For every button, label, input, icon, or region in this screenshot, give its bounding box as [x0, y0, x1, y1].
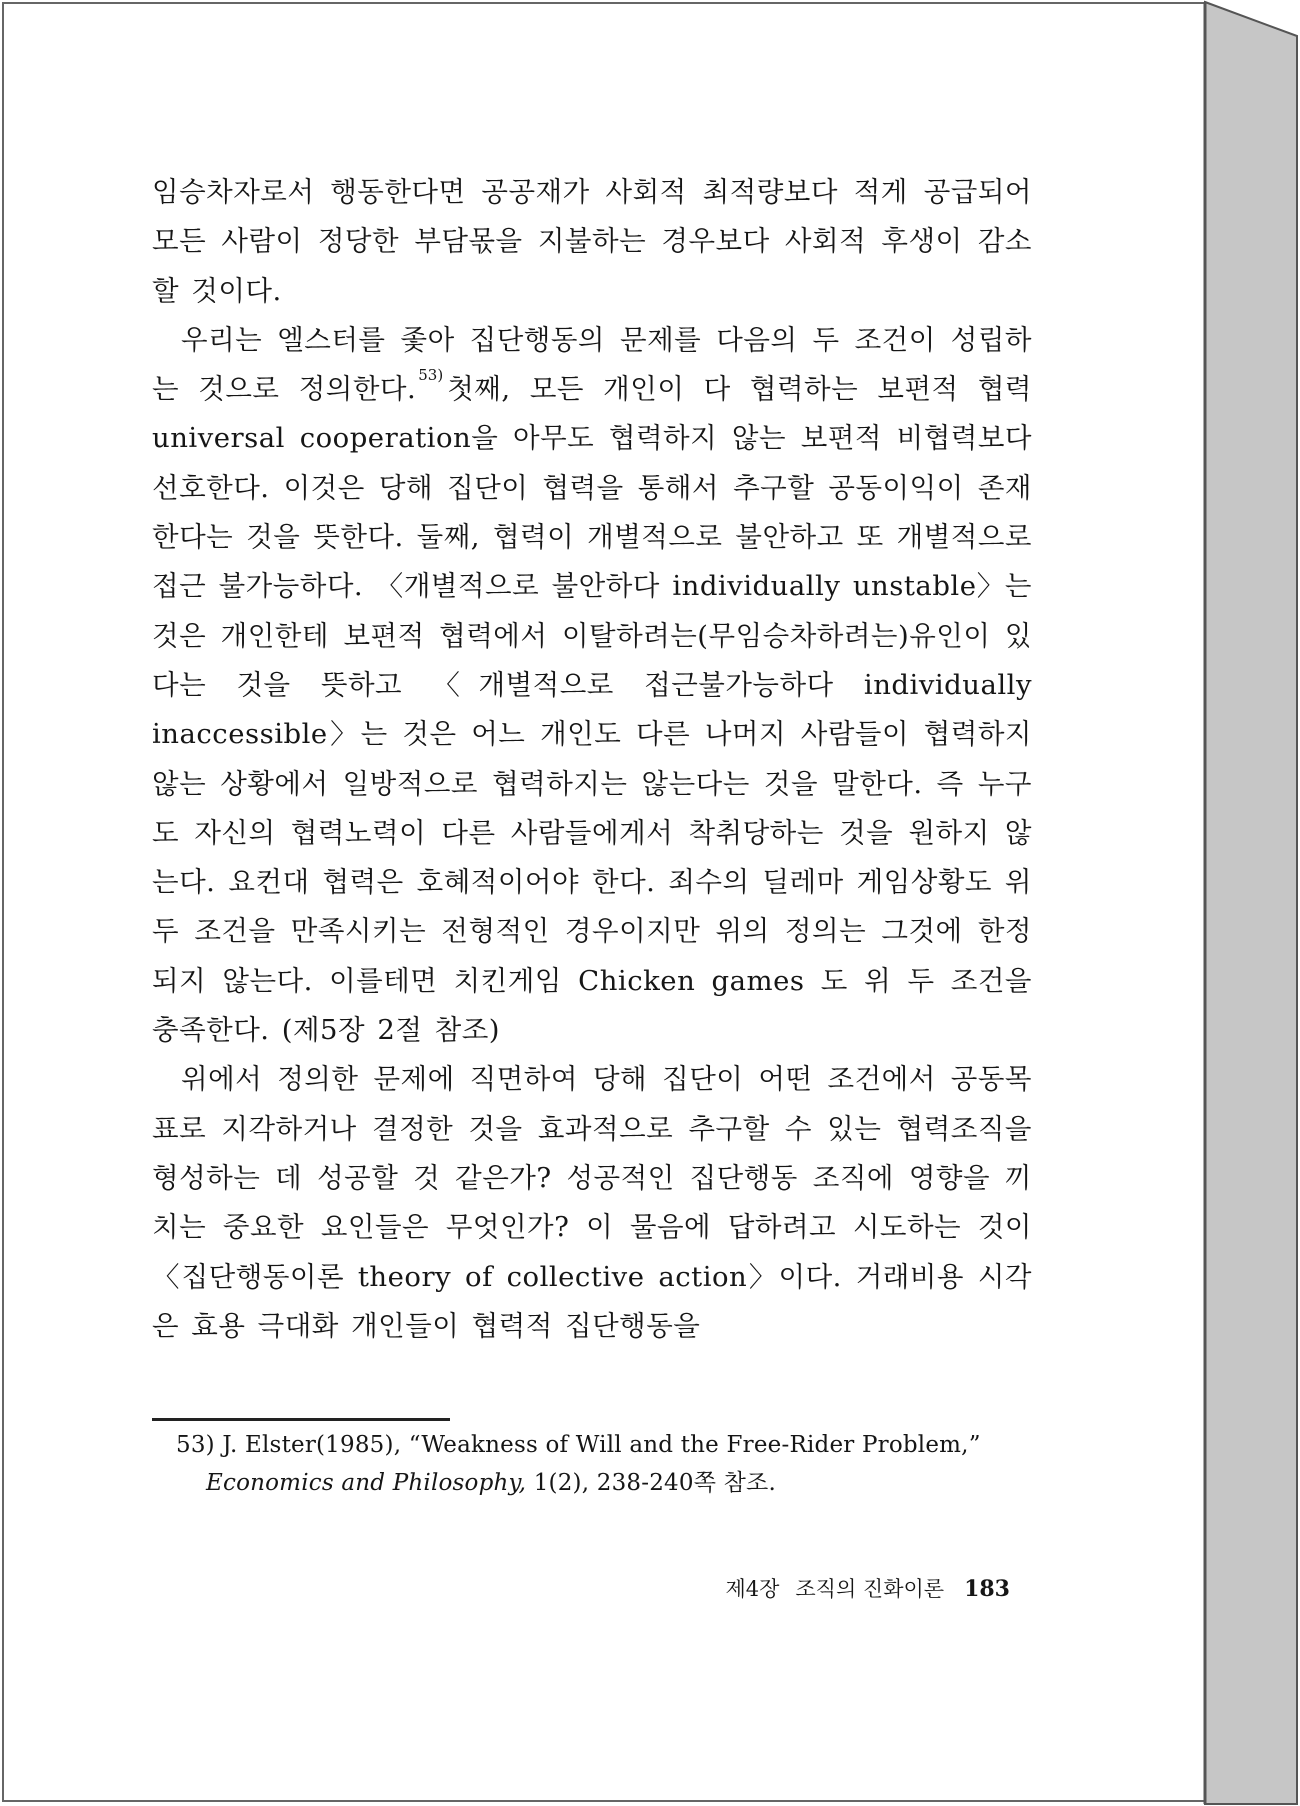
footer-chapter: 제4장	[725, 1577, 780, 1601]
footnote-reference: 53)	[418, 366, 444, 385]
footer-chapter-title: 조직의 진화이론	[795, 1577, 945, 1601]
footnote-line-1	[176, 1426, 1036, 1464]
footnote-number: 53)	[176, 1432, 215, 1458]
footnote-journal: Economics and Philosophy,	[206, 1470, 527, 1496]
page-number: 183	[964, 1576, 1010, 1602]
paragraph-1: 임승차자로서 행동한다면 공공재가 사회적 최적량보다 적게 공급되어 모든 사람이 정당한 부담몫을 지불하는 경우보다 사회적 후생이 감소할 것이다.	[152, 176, 1032, 307]
page-edge-3d	[1203, 0, 1300, 1806]
paragraph-2	[152, 316, 1032, 1055]
paragraph-3: 위에서 정의한 문제에 직면하여 당해 집단이 어떤 조건에서 공동목표로 지각하거나 결정한 것을 효과적으로 추구할 수 있는 협력조직을 형성하는 데 성공할 것 같은가? 성공적인 집단행동 조직에 영향을 끼치는 중요한 요인들은 무엇인가? 이 물음에 답하려고 시도하는 것이 〈집단행동이론 theory of collective action〉이다. 거래비용 시각은 효용 극대화 개인들이 협력적 집단행동을	[152, 1063, 1032, 1342]
paragraph-2-text-a: 우리는 엘스터를 좇아 집단행동의 문제를 다음의 두 조건이 성립하는 것으로 정의한다.	[152, 323, 1032, 406]
footnote-divider	[152, 1418, 450, 1421]
running-footer	[664, 1574, 1010, 1604]
footnote	[176, 1426, 1036, 1502]
footnote-line-2	[176, 1464, 1036, 1502]
footnote-pages: 1(2), 238-240쪽 참조.	[533, 1470, 776, 1496]
body-text	[152, 168, 1032, 1351]
footnote-citation: J. Elster(1985), “Weakness of Will and the Free-Rider Problem,”	[222, 1432, 981, 1458]
paragraph-2-text-b: 첫째, 모든 개인이 다 협력하는 보편적 협력 universal cooperation을 아무도 협력하지 않는 보편적 비협력보다 선호한다. 이것은 당해 집단이 협력을 통해서 추구할 공동이익이 존재한다는 것을 뜻한다. 둘째, 협력이 개별적으로 불안하고 또 개별적으로 접근 불가능하다. 〈개별적으로 불안하다 individually unstable〉는 것은 개인한테 보편적 협력에서 이탈하려는(무임승차하려는)유인이 있다는 것을 뜻하고 〈개별적으로 접근불가능하다 individually inaccessible〉는 것은 어느 개인도 다른 나머지 사람들이 협력하지 않는 상황에서 일방적으로 협력하지는 않는다는 것을 말한다. 즉 누구도 자신의 협력노력이 다른 사람들에게서 착취당하는 것을 원하지 않는다. 요컨대 협력은 호혜적이어야 한다. 죄수의 딜레마 게임상황도 위 두 조건을 만족시키는 전형적인 경우이지만 위의 정의는 그것에 한정되지 않는다. 이를테면 치킨게임 Chicken games 도 위 두 조건을 충족한다. (제5장 2절 참조)	[152, 373, 1032, 1047]
